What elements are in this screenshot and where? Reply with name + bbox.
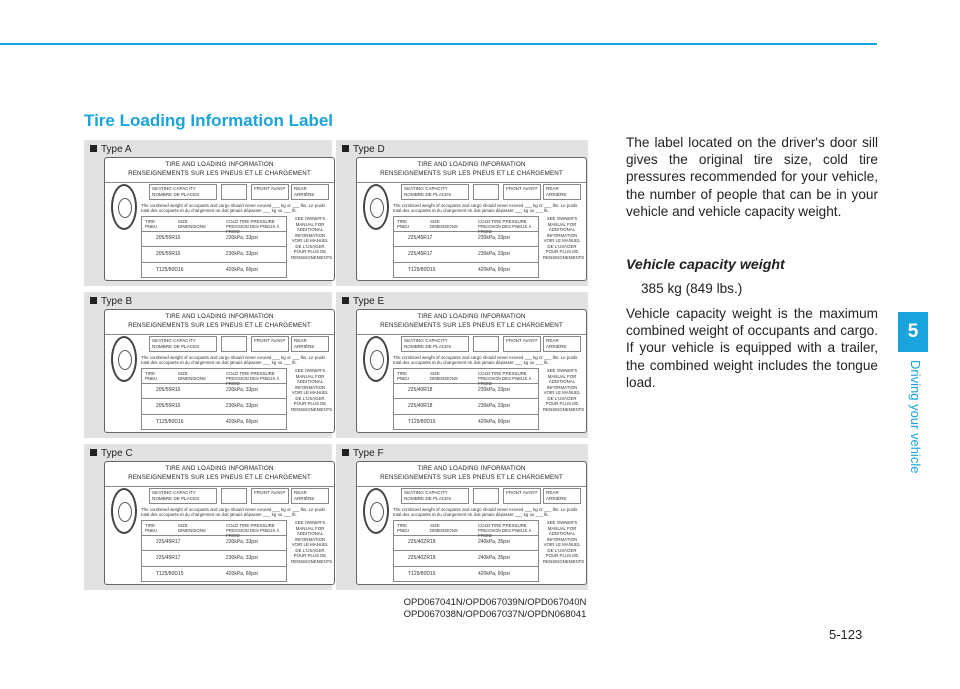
panel-type-text: Type E [353,296,385,307]
panel-type-text: Type A [101,144,132,155]
tire-size: T125/80D16 [408,419,436,425]
combined-weight-text: The combined weight of occupants and cargo should never exceed ___ kg or ___ lbs. Le poids total des occupants et du chargement ne doit jamais dépasser ___ kg ou ___ lb. [141,355,326,365]
seating-capacity-box [473,184,499,200]
table-row [394,247,538,263]
placard-header-fr: RENSEIGNEMENTS SUR LES PNEUS ET LE CHARGEMENT [380,322,563,329]
table-row [142,415,286,430]
tire-placard [356,461,587,585]
label-panel-4 [336,292,588,438]
placard-header [105,462,334,487]
label-panel-1 [84,140,332,286]
placard-header [357,462,586,487]
placard-header-fr: RENSEIGNEMENTS SUR LES PNEUS ET LE CHARGEMENT [128,170,311,177]
chapter-title-vertical [905,360,925,500]
rear-label: REAR ARRIÈRE [291,184,329,200]
label-panel-5 [84,444,332,590]
rear-label: REAR ARRIÈRE [543,336,581,352]
tire-placard [356,157,587,281]
placard-header [105,158,334,183]
seating-capacity: SEATING CAPACITY NOMBRE DE PLACES [401,488,469,504]
vehicle-capacity-paragraph [626,305,878,391]
tire-pressure: 420kPa, 60psi [226,419,258,425]
panel-type-text: Type C [101,448,133,459]
table-header [394,521,538,536]
col-pressure: COLD TIRE PRESSURE PRESSION DES PNEUS À FROID [226,371,280,386]
tire-pressure: 230kPa, 33psi [226,539,258,545]
col-size: SIZE DIMENSIONS [178,523,206,533]
chapter-tab: 5 [898,312,928,352]
see-manual-text: SEE OWNER'S MANUAL FOR ADDITIONAL INFORMATION VOIR LE MANUEL DE L'USAGER POUR PLUS DE RENSEIGNEMENTS [291,216,333,260]
col-size: SIZE DIMENSIONS [178,371,206,381]
tire-size: T125/80D16 [156,267,184,273]
panel-type-text: Type F [353,448,384,459]
table-header [142,521,286,536]
col-size: SIZE DIMENSIONS [430,523,458,533]
tire-pressure: 230kPa, 33psi [226,235,258,241]
placard-header-fr: RENSEIGNEMENTS SUR LES PNEUS ET LE CHARGEMENT [380,170,563,177]
col-tire: TIRE PNEU [145,523,158,533]
tire-pressure: 420kPa, 60psi [226,267,258,273]
col-tire: TIRE PNEU [145,219,158,229]
panel-type-label [342,448,384,459]
front-label: FRONT AVANT [503,184,541,200]
placard-header-en: TIRE AND LOADING INFORMATION [165,313,274,320]
tire-pressure: 230kPa, 33psi [478,251,510,257]
bullet-square-icon [342,449,349,456]
see-manual-text: SEE OWNER'S MANUAL FOR ADDITIONAL INFORMATION VOIR LE MANUEL DE L'USAGER POUR PLUS DE RENSEIGNEMENTS [543,216,585,260]
header-rule [0,43,877,45]
tire-size: 205/55R16 [156,403,181,409]
col-pressure: COLD TIRE PRESSURE PRESSION DES PNEUS À FROID [478,523,532,538]
tire-icon [363,336,389,382]
tire-placard [356,309,587,433]
tire-placard [104,461,335,585]
tire-pressure: 230kPa, 33psi [226,251,258,257]
label-panel-3 [84,292,332,438]
see-manual-text: SEE OWNER'S MANUAL FOR ADDITIONAL INFORMATION VOIR LE MANUEL DE L'USAGER POUR PLUS DE RENSEIGNEMENTS [291,520,333,564]
table-row [394,399,538,415]
panel-type-label [342,144,385,155]
table-row [394,415,538,430]
panel-type-label [90,144,132,155]
tire-pressure: 240kPa, 35psi [478,555,510,561]
caption-line-2: OPD067038N/OPD067037N/OPDN068041 [403,609,587,620]
placard-header-en: TIRE AND LOADING INFORMATION [417,465,526,472]
bullet-square-icon [342,297,349,304]
bullet-square-icon [90,449,97,456]
tire-icon [111,336,137,382]
placard-header [105,310,334,335]
seating-capacity-box [221,488,247,504]
placard-header-en: TIRE AND LOADING INFORMATION [165,465,274,472]
tire-size: 225/40ZR18 [408,555,436,561]
col-tire: TIRE PNEU [397,371,410,381]
section-title: Tire Loading Information Label [84,111,334,130]
table-row [394,535,538,551]
tire-icon [363,184,389,230]
table-header [394,217,538,232]
table-header [142,369,286,384]
table-row [142,399,286,415]
tire-icon [111,488,137,534]
table-row [394,551,538,567]
seating-capacity: SEATING CAPACITY NOMBRE DE PLACES [401,336,469,352]
front-label: FRONT AVANT [251,488,289,504]
tire-pressure: 230kPa, 33psi [226,387,258,393]
table-row [394,383,538,399]
seating-capacity-box [473,336,499,352]
combined-weight-text: The combined weight of occupants and cargo should never exceed ___ kg or ___ lbs. Le poids total des occupants et du chargement ne doit jamais dépasser ___ kg ou ___ lb. [393,507,578,517]
tire-size: 225/45R17 [156,555,181,561]
tire-pressure: 420kPa, 60psi [478,571,510,577]
tire-size: 225/40R18 [408,387,433,393]
tire-pressure: 230kPa, 33psi [478,403,510,409]
tire-icon [111,184,137,230]
tire-pressure-table [141,520,287,582]
seating-capacity: SEATING CAPACITY NOMBRE DE PLACES [149,336,217,352]
label-panel-2 [336,140,588,286]
seating-capacity: SEATING CAPACITY NOMBRE DE PLACES [401,184,469,200]
panel-type-label [342,296,384,307]
table-row [394,231,538,247]
see-manual-text: SEE OWNER'S MANUAL FOR ADDITIONAL INFORMATION VOIR LE MANUEL DE L'USAGER POUR PLUS DE RENSEIGNEMENTS [543,368,585,412]
tire-size: 205/55R16 [156,235,181,241]
panel-type-text: Type D [353,144,385,155]
panel-type-label [90,448,133,459]
placard-header-fr: RENSEIGNEMENTS SUR LES PNEUS ET LE CHARGEMENT [128,474,311,481]
rear-label: REAR ARRIÈRE [543,184,581,200]
tire-size: T125/80D15 [156,571,184,577]
tire-icon [363,488,389,534]
table-row [142,535,286,551]
front-label: FRONT AVANT [251,184,289,200]
col-tire: TIRE PNEU [145,371,158,381]
intro-text: The label located on the driver's door sill gives the original tire size, cold tire pressures recommended for your vehicle, the number of people that can be in your vehicle and vehicle capacity weight. [626,135,878,219]
col-pressure: COLD TIRE PRESSURE PRESSION DES PNEUS À FROID [478,371,532,386]
front-label: FRONT AVANT [503,488,541,504]
rear-label: REAR ARRIÈRE [291,336,329,352]
tire-size: 205/55R16 [156,251,181,257]
placard-header-fr: RENSEIGNEMENTS SUR LES PNEUS ET LE CHARGEMENT [128,322,311,329]
vehicle-capacity-heading: Vehicle capacity weight [626,257,785,273]
tire-placard [104,157,335,281]
tire-size: T125/80D16 [156,419,184,425]
tire-pressure: 230kPa, 33psi [226,403,258,409]
seating-capacity-box [221,336,247,352]
tire-size: 225/45R17 [408,235,433,241]
rear-label: REAR ARRIÈRE [543,488,581,504]
tire-pressure-table [393,216,539,278]
seating-capacity-box [473,488,499,504]
tire-pressure-table [393,520,539,582]
see-manual-text: SEE OWNER'S MANUAL FOR ADDITIONAL INFORMATION VOIR LE MANUEL DE L'USAGER POUR PLUS DE RENSEIGNEMENTS [543,520,585,564]
table-row [142,247,286,263]
tire-size: 225/40R18 [408,403,433,409]
front-label: FRONT AVANT [251,336,289,352]
col-tire: TIRE PNEU [397,523,410,533]
page-number: 5-123 [829,627,863,642]
seating-capacity: SEATING CAPACITY NOMBRE DE PLACES [149,184,217,200]
tire-pressure: 230kPa, 33psi [478,235,510,241]
tire-pressure-table [141,368,287,430]
combined-weight-text: The combined weight of occupants and cargo should never exceed ___ kg or ___ lbs. Le poids total des occupants et du chargement ne doit jamais dépasser ___ kg ou ___ lb. [141,203,326,213]
col-tire: TIRE PNEU [397,219,410,229]
placard-header [357,310,586,335]
panel-type-text: Type B [101,296,133,307]
tire-size: 225/45R17 [156,539,181,545]
table-row [394,567,538,582]
seating-capacity-box [221,184,247,200]
table-row [142,263,286,278]
col-size: SIZE DIMENSIONS [430,371,458,381]
chapter-title: Driving your vehicle [908,360,923,474]
placard-header-en: TIRE AND LOADING INFORMATION [165,161,274,168]
see-manual-text: SEE OWNER'S MANUAL FOR ADDITIONAL INFORMATION VOIR LE MANUEL DE L'USAGER POUR PLUS DE RENSEIGNEMENTS [291,368,333,412]
caption-line-1: OPD067041N/OPD067039N/OPD067040N [403,597,587,608]
tire-pressure: 420kPa, 60psi [478,267,510,273]
table-row [142,383,286,399]
placard-header-en: TIRE AND LOADING INFORMATION [417,313,526,320]
tire-size: T125/80D16 [408,571,436,577]
combined-weight-text: The combined weight of occupants and cargo should never exceed ___ kg or ___ lbs. Le poids total des occupants et du chargement ne doit jamais dépasser ___ kg ou ___ lb. [393,355,578,365]
col-size: SIZE DIMENSIONS [178,219,206,229]
table-row [394,263,538,278]
table-header [142,217,286,232]
intro-paragraph [626,134,878,220]
table-header [394,369,538,384]
col-size: SIZE DIMENSIONS [430,219,458,229]
col-pressure: COLD TIRE PRESSURE PRESSION DES PNEUS À FROID [226,523,280,538]
label-panel-6 [336,444,588,590]
tire-pressure: 420kPa, 60psi [226,571,258,577]
tire-pressure: 230kPa, 33psi [226,555,258,561]
tire-size: 225/45R17 [408,251,433,257]
table-row [142,551,286,567]
placard-header [357,158,586,183]
vehicle-capacity-text: Vehicle capacity weight is the maximum combined weight of occupants and cargo. If your vehicle is equipped with a trailer, the combined weight includes the tongue load. [626,306,878,390]
col-pressure: COLD TIRE PRESSURE PRESSION DES PNEUS À FROID [226,219,280,234]
tire-size: 225/40ZR18 [408,539,436,545]
bullet-square-icon [90,145,97,152]
seating-capacity: SEATING CAPACITY NOMBRE DE PLACES [149,488,217,504]
tire-pressure: 240kPa, 35psi [478,539,510,545]
combined-weight-text: The combined weight of occupants and cargo should never exceed ___ kg or ___ lbs. Le poids total des occupants et du chargement ne doit jamais dépasser ___ kg ou ___ lb. [141,507,326,517]
combined-weight-text: The combined weight of occupants and cargo should never exceed ___ kg or ___ lbs. Le poids total des occupants et du chargement ne doit jamais dépasser ___ kg ou ___ lb. [393,203,578,213]
table-row [142,231,286,247]
rear-label: REAR ARRIÈRE [291,488,329,504]
col-pressure: COLD TIRE PRESSURE PRESSION DES PNEUS À FROID [478,219,532,234]
tire-size: 205/55R16 [156,387,181,393]
image-caption [395,597,595,621]
panel-type-label [90,296,132,307]
bullet-square-icon [342,145,349,152]
front-label: FRONT AVANT [503,336,541,352]
table-row [142,567,286,582]
tire-pressure-table [393,368,539,430]
tire-placard [104,309,335,433]
placard-header-fr: RENSEIGNEMENTS SUR LES PNEUS ET LE CHARGEMENT [380,474,563,481]
bullet-square-icon [90,297,97,304]
tire-pressure: 420kPa, 60psi [478,419,510,425]
tire-pressure: 230kPa, 33psi [478,387,510,393]
placard-header-en: TIRE AND LOADING INFORMATION [417,161,526,168]
tire-size: T125/80D16 [408,267,436,273]
tire-pressure-table [141,216,287,278]
vehicle-capacity-value: 385 kg (849 lbs.) [641,281,743,296]
